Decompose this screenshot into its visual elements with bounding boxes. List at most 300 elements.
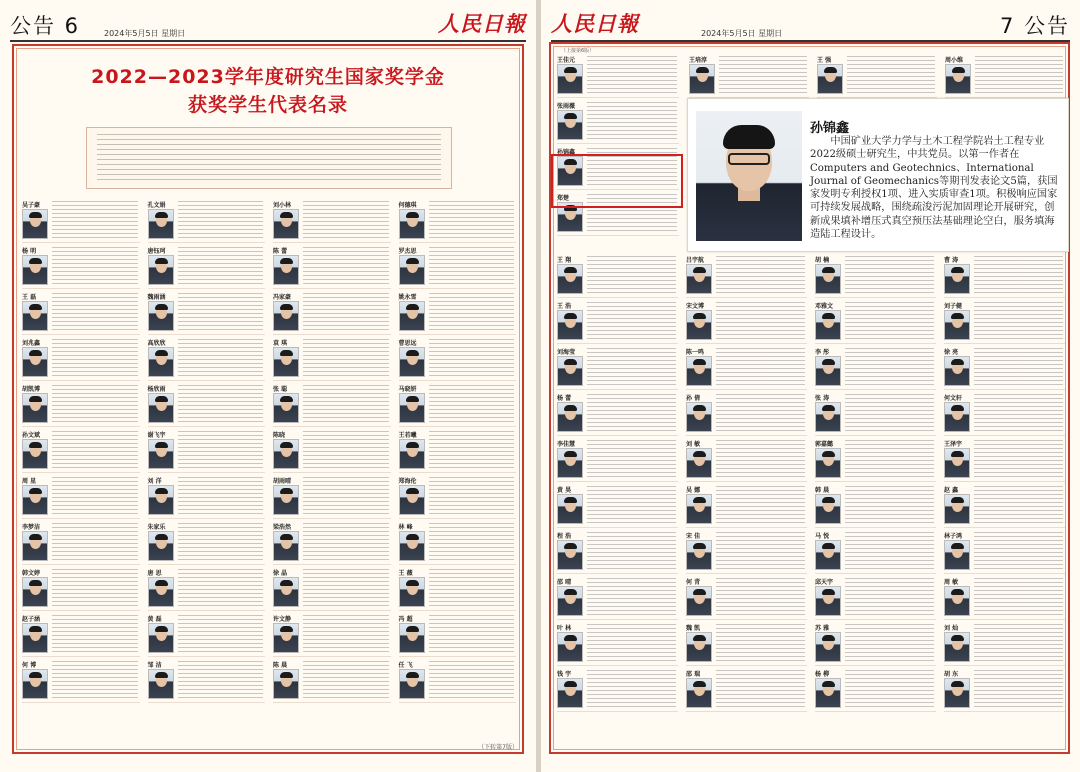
- awardee-card: [815, 298, 936, 344]
- awardee-name: 王 强: [817, 57, 832, 64]
- awardee-name: 陈 晨: [273, 662, 288, 669]
- awardee-card: [944, 666, 1065, 712]
- awardee-name: 何 青: [686, 579, 701, 586]
- awardee-name: 徐 亮: [944, 349, 959, 356]
- awardee-card: [399, 519, 517, 565]
- awardee-photo: [815, 586, 841, 616]
- awardee-name: 魏雨涵: [147, 294, 166, 301]
- awardee-name: 王 磊: [22, 294, 37, 301]
- awardee-column-top: [557, 52, 679, 236]
- awardee-bio-text: [52, 293, 138, 330]
- awardee-card: [686, 528, 807, 574]
- awardee-bio-text: [587, 102, 677, 139]
- awardee-photo: [148, 255, 174, 285]
- awardee-photo: [399, 209, 425, 239]
- awardee-photo: [22, 393, 48, 423]
- awardee-bio-text: [716, 256, 805, 293]
- awardee-photo: [273, 347, 299, 377]
- awardee-card: [944, 298, 1065, 344]
- awardee-photo: [944, 678, 970, 708]
- awardee-photo: [22, 669, 48, 699]
- awardee-card: [686, 252, 807, 298]
- intro-text-block: [86, 127, 452, 189]
- awardee-photo: [686, 356, 712, 386]
- awardee-bio-text: [716, 486, 805, 523]
- awardee-photo: [557, 356, 583, 386]
- awardee-name: 罗杰思: [398, 248, 417, 255]
- awardee-card: [148, 243, 266, 289]
- awardee-name: 胡 东: [944, 671, 959, 678]
- awardee-name: 韩 晨: [815, 487, 830, 494]
- awardee-name: 何德琪: [398, 202, 417, 209]
- continued-note: （上接第6版）: [561, 48, 595, 54]
- awardee-name: 刘子健: [944, 303, 963, 310]
- awardee-photo: [686, 264, 712, 294]
- awardee-photo: [273, 439, 299, 469]
- awardee-card: [815, 252, 936, 298]
- awardee-name: 赵子涵: [22, 616, 41, 623]
- awardee-bio-text: [845, 624, 934, 661]
- awardee-card: [148, 657, 266, 703]
- awardee-bio-text: [587, 348, 676, 385]
- awardee-name: 何文轩: [944, 395, 963, 402]
- awardee-name: 周小维: [945, 57, 964, 64]
- awardee-card: [815, 666, 936, 712]
- awardee-photo: [148, 577, 174, 607]
- awardee-photo: [399, 393, 425, 423]
- awardee-name: 马 悦: [815, 533, 830, 540]
- awardee-card: [557, 574, 678, 620]
- awardee-photo: [148, 347, 174, 377]
- awardee-bio-text: [303, 201, 389, 238]
- awardee-name: 吕宇航: [686, 257, 705, 264]
- awardee-bio-text: [974, 348, 1063, 385]
- awardee-grid: [557, 252, 1065, 712]
- awardee-card: [815, 528, 936, 574]
- awardee-bio-text: [974, 670, 1063, 707]
- awardee-name: 李 彤: [815, 349, 830, 356]
- awardee-bio-text: [719, 56, 807, 93]
- awardee-name: 孔文娟: [147, 202, 166, 209]
- awardee-bio-text: [716, 578, 805, 615]
- awardee-card: [686, 390, 807, 436]
- awardee-name: 钱 宇: [557, 671, 572, 678]
- awardee-photo: [557, 264, 583, 294]
- awardee-bio-text: [429, 569, 515, 606]
- section-label: 公告 6: [10, 14, 81, 38]
- awardee-card: [273, 289, 391, 335]
- awardee-bio-text: [429, 247, 515, 284]
- awardee-name: 刘兆鑫: [22, 340, 41, 347]
- awardee-card: [148, 289, 266, 335]
- awardee-card: [148, 473, 266, 519]
- awardee-photo: [686, 632, 712, 662]
- awardee-photo: [148, 623, 174, 653]
- awardee-bio-text: [303, 431, 389, 468]
- awardee-bio-text: [178, 339, 264, 376]
- awardee-photo: [686, 448, 712, 478]
- awardee-photo: [557, 402, 583, 432]
- awardee-name: 刘海莹: [557, 349, 576, 356]
- awardee-photo: [22, 577, 48, 607]
- awardee-card: [557, 528, 678, 574]
- issue-date: 2024年5月5日 星期日: [701, 29, 783, 38]
- awardee-photo: [557, 586, 583, 616]
- zoom-popup-card: [687, 98, 1069, 252]
- awardee-name: 何 博: [22, 662, 37, 669]
- awardee-card: [399, 565, 517, 611]
- awardee-bio-text: [845, 348, 934, 385]
- awardee-bio-text: [429, 477, 515, 514]
- awardee-bio-text: [178, 247, 264, 284]
- awardee-photo: [22, 347, 48, 377]
- awardee-name: 胡 楠: [815, 257, 830, 264]
- awardee-bio-text: [52, 477, 138, 514]
- awardee-bio-text: [974, 532, 1063, 569]
- awardee-bio-text: [429, 615, 515, 652]
- awardee-name: 孙 倩: [686, 395, 701, 402]
- awardee-name: 王 翔: [557, 257, 572, 264]
- awardee-name: 吴子豪: [22, 202, 41, 209]
- awardee-photo: [148, 485, 174, 515]
- awardee-photo: [815, 540, 841, 570]
- awardee-name: 陈 蕾: [273, 248, 288, 255]
- awardee-name: 黄 昊: [557, 487, 572, 494]
- awardee-photo: [686, 586, 712, 616]
- awardee-name: 王 浩: [557, 303, 572, 310]
- awardee-photo: [815, 632, 841, 662]
- awardee-photo: [557, 110, 583, 140]
- awardee-bio-text: [178, 661, 264, 698]
- awardee-card: [686, 298, 807, 344]
- awardee-name: 杨 柳: [815, 671, 830, 678]
- awardee-photo: [273, 209, 299, 239]
- awardee-name: 赵 鑫: [944, 487, 959, 494]
- awardee-name: 陈晓: [273, 432, 286, 439]
- awardee-card: [944, 252, 1065, 298]
- awardee-card: [815, 620, 936, 666]
- awardee-card: [557, 252, 678, 298]
- awardee-card: [148, 611, 266, 657]
- awardee-bio-text: [845, 670, 934, 707]
- awardee-name: 陈一鸣: [686, 349, 705, 356]
- awardee-photo: [557, 64, 583, 94]
- awardee-row-top: [689, 52, 1065, 98]
- awardee-card: [273, 381, 391, 427]
- awardee-name: 徐 晶: [273, 570, 288, 577]
- awardee-photo: [399, 531, 425, 561]
- awardee-card: [399, 473, 517, 519]
- awardee-photo: [944, 264, 970, 294]
- awardee-name: 宋 佳: [686, 533, 701, 540]
- awardee-bio-text: [303, 339, 389, 376]
- awardee-card: [944, 390, 1065, 436]
- awardee-photo: [944, 632, 970, 662]
- awardee-name: 李佳慧: [557, 441, 576, 448]
- awardee-name: 唐钰珂: [147, 248, 166, 255]
- awardee-photo: [817, 64, 843, 94]
- awardee-name: 吴 娜: [686, 487, 701, 494]
- awardee-bio-text: [178, 385, 264, 422]
- awardee-card: [557, 390, 678, 436]
- awardee-card: [273, 611, 391, 657]
- awardee-bio-text: [716, 440, 805, 477]
- awardee-name: 王泽宇: [944, 441, 963, 448]
- continued-note: （下转第7版）: [478, 744, 518, 751]
- awardee-card: [148, 197, 266, 243]
- awardee-bio-text: [303, 523, 389, 560]
- awardee-name: 宋文博: [686, 303, 705, 310]
- awardee-photo: [148, 439, 174, 469]
- awardee-name: 任 飞: [398, 662, 413, 669]
- awardee-name: 程 浩: [557, 533, 572, 540]
- awardee-bio-text: [178, 569, 264, 606]
- awardee-photo: [399, 439, 425, 469]
- awardee-bio-text: [587, 256, 676, 293]
- awardee-photo: [557, 678, 583, 708]
- awardee-name: 刘小林: [273, 202, 292, 209]
- awardee-name: 邹 洁: [147, 662, 162, 669]
- awardee-card: [557, 666, 678, 712]
- awardee-card: [557, 620, 678, 666]
- awardee-card: [22, 381, 140, 427]
- awardee-bio-text: [974, 486, 1063, 523]
- awardee-photo: [22, 623, 48, 653]
- awardee-bio-text: [52, 201, 138, 238]
- awardee-photo: [399, 485, 425, 515]
- awardee-bio-text: [303, 569, 389, 606]
- awardee-photo: [944, 356, 970, 386]
- awardee-bio-text: [52, 431, 138, 468]
- awardee-photo: [22, 209, 48, 239]
- awardee-name: 魏 凯: [686, 625, 701, 632]
- awardee-photo: [557, 540, 583, 570]
- awardee-card: [944, 620, 1065, 666]
- awardee-photo: [689, 64, 715, 94]
- awardee-photo: [686, 310, 712, 340]
- awardee-card: [273, 565, 391, 611]
- awardee-bio-text: [303, 661, 389, 698]
- awardee-name: 周 星: [22, 478, 37, 485]
- awardee-card: [399, 381, 517, 427]
- awardee-photo: [273, 255, 299, 285]
- awardee-name: 胡凯博: [22, 386, 41, 393]
- awardee-name: 姚永雪: [398, 294, 417, 301]
- awardee-photo: [944, 402, 970, 432]
- awardee-bio-text: [52, 339, 138, 376]
- awardee-photo: [944, 540, 970, 570]
- awardee-bio-text: [845, 394, 934, 431]
- awardee-photo: [399, 301, 425, 331]
- awardee-photo: [22, 439, 48, 469]
- awardee-name: 王培淳: [689, 57, 708, 64]
- awardee-name: 黄 磊: [147, 616, 162, 623]
- awardee-card: [557, 436, 678, 482]
- awardee-card: [148, 427, 266, 473]
- awardee-name: 袁 琪: [273, 340, 288, 347]
- awardee-card: [815, 574, 936, 620]
- awardee-photo: [815, 448, 841, 478]
- awardee-card: [273, 243, 391, 289]
- awardee-name: 王佳元: [557, 57, 576, 64]
- awardee-card: [22, 335, 140, 381]
- awardee-bio-text: [429, 523, 515, 560]
- awardee-card: [944, 482, 1065, 528]
- awardee-card: [148, 565, 266, 611]
- awardee-card: [686, 574, 807, 620]
- awardee-bio-text: [429, 293, 515, 330]
- awardee-card: [22, 657, 140, 703]
- awardee-card: [273, 519, 391, 565]
- awardee-bio-text: [303, 247, 389, 284]
- awardee-name: 杨 蕾: [557, 395, 572, 402]
- highlight-box[interactable]: [551, 154, 683, 208]
- awardee-photo: [148, 209, 174, 239]
- awardee-card: [815, 482, 936, 528]
- awardee-bio-text: [845, 486, 934, 523]
- awardee-name: 曹 涛: [944, 257, 959, 264]
- awardee-bio-text: [429, 385, 515, 422]
- awardee-card: [557, 52, 679, 98]
- awardee-card: [944, 574, 1065, 620]
- awardee-bio-text: [587, 302, 676, 339]
- awardee-bio-text: [587, 670, 676, 707]
- awardee-photo: [945, 64, 971, 94]
- awardee-bio-text: [845, 440, 934, 477]
- awardee-bio-text: [52, 615, 138, 652]
- awardee-card: [689, 52, 809, 98]
- awardee-photo: [815, 264, 841, 294]
- awardee-card: [22, 427, 140, 473]
- awardee-name: 张雨薇: [557, 103, 576, 110]
- awardee-name: 孙锦鑫: [557, 149, 576, 156]
- awardee-bio-text: [303, 293, 389, 330]
- awardee-photo: [815, 402, 841, 432]
- awardee-name: 曹思远: [398, 340, 417, 347]
- awardee-card: [815, 390, 936, 436]
- awardee-bio-text: [845, 532, 934, 569]
- awardee-photo: [815, 356, 841, 386]
- awardee-name: 郭嘉懿: [815, 441, 834, 448]
- page-header: [551, 8, 1070, 42]
- awardee-photo: [686, 402, 712, 432]
- awardee-name: 郑楚: [557, 195, 570, 202]
- awardee-photo: [273, 577, 299, 607]
- awardee-photo: [815, 678, 841, 708]
- awardee-name: 李梦洁: [22, 524, 41, 531]
- awardee-name: 杨欣雨: [147, 386, 166, 393]
- page-header: [10, 8, 526, 42]
- section-label: 7 公告: [999, 14, 1070, 38]
- awardee-photo: [273, 531, 299, 561]
- awardee-card: [22, 243, 140, 289]
- awardee-name: 叶 林: [557, 625, 572, 632]
- awardee-bio-text: [716, 348, 805, 385]
- portrait-photo: [696, 111, 802, 241]
- awardee-name: 谢飞宇: [147, 432, 166, 439]
- awardee-photo: [399, 623, 425, 653]
- awardee-photo: [399, 255, 425, 285]
- awardee-bio-text: [716, 624, 805, 661]
- awardee-name: 张 涛: [815, 395, 830, 402]
- awardee-name: 朱家乐: [147, 524, 166, 531]
- awardee-photo: [148, 531, 174, 561]
- awardee-bio-text: [52, 523, 138, 560]
- awardee-bio-text: [52, 661, 138, 698]
- awardee-bio-text: [845, 256, 934, 293]
- awardee-card: [686, 344, 807, 390]
- awardee-card: [686, 482, 807, 528]
- awardee-bio-text: [716, 670, 805, 707]
- awardee-card: [22, 197, 140, 243]
- awardee-photo: [148, 393, 174, 423]
- awardee-bio-text: [587, 440, 676, 477]
- awardee-name: 林子鸿: [944, 533, 963, 540]
- awardee-bio-text: [845, 302, 934, 339]
- awardee-card: [399, 289, 517, 335]
- awardee-name: 梁浩然: [273, 524, 292, 531]
- awardee-card: [22, 565, 140, 611]
- awardee-bio-text: [178, 293, 264, 330]
- awardee-bio-text: [429, 201, 515, 238]
- awardee-name: 马晓妍: [398, 386, 417, 393]
- awardee-name: 冯 超: [398, 616, 413, 623]
- awardee-card: [22, 473, 140, 519]
- awardee-name: 刘 洋: [147, 478, 162, 485]
- awardee-card: [399, 243, 517, 289]
- awardee-bio-text: [845, 578, 934, 615]
- awardee-photo: [686, 494, 712, 524]
- awardee-bio-text: [716, 532, 805, 569]
- awardee-name: 韩文婷: [22, 570, 41, 577]
- awardee-name: 唐 思: [147, 570, 162, 577]
- awardee-photo: [686, 540, 712, 570]
- masthead-logo: 人民日報: [438, 11, 526, 36]
- awardee-card: [273, 657, 391, 703]
- awardee-photo: [22, 301, 48, 331]
- awardee-name: 苏 雅: [815, 625, 830, 632]
- awardee-bio-text: [303, 385, 389, 422]
- awardee-bio-text: [587, 486, 676, 523]
- awardee-card: [686, 666, 807, 712]
- awardee-photo: [399, 577, 425, 607]
- awardee-photo: [273, 669, 299, 699]
- awardee-photo: [944, 310, 970, 340]
- awardee-photo: [273, 301, 299, 331]
- awardee-photo: [22, 255, 48, 285]
- awardee-card: [557, 298, 678, 344]
- awardee-photo: [273, 485, 299, 515]
- awardee-name: 刘 敏: [686, 441, 701, 448]
- awardee-photo: [557, 448, 583, 478]
- awardee-bio-text: [52, 247, 138, 284]
- page-title-line2: 获奖学生代表名录: [187, 94, 348, 116]
- awardee-bio-text: [974, 256, 1063, 293]
- page-title-line1: 2022—2023学年度研究生国家奖学金: [91, 66, 445, 88]
- awardee-photo: [815, 310, 841, 340]
- awardee-card: [399, 611, 517, 657]
- awardee-card: [686, 436, 807, 482]
- awardee-photo: [22, 485, 48, 515]
- awardee-card: [399, 197, 517, 243]
- awardee-card: [148, 519, 266, 565]
- masthead-logo: 人民日報: [551, 11, 639, 36]
- awardee-bio-text: [974, 302, 1063, 339]
- awardee-photo: [686, 678, 712, 708]
- awardee-bio-text: [178, 523, 264, 560]
- awardee-card: [273, 427, 391, 473]
- awardee-bio-text: [587, 624, 676, 661]
